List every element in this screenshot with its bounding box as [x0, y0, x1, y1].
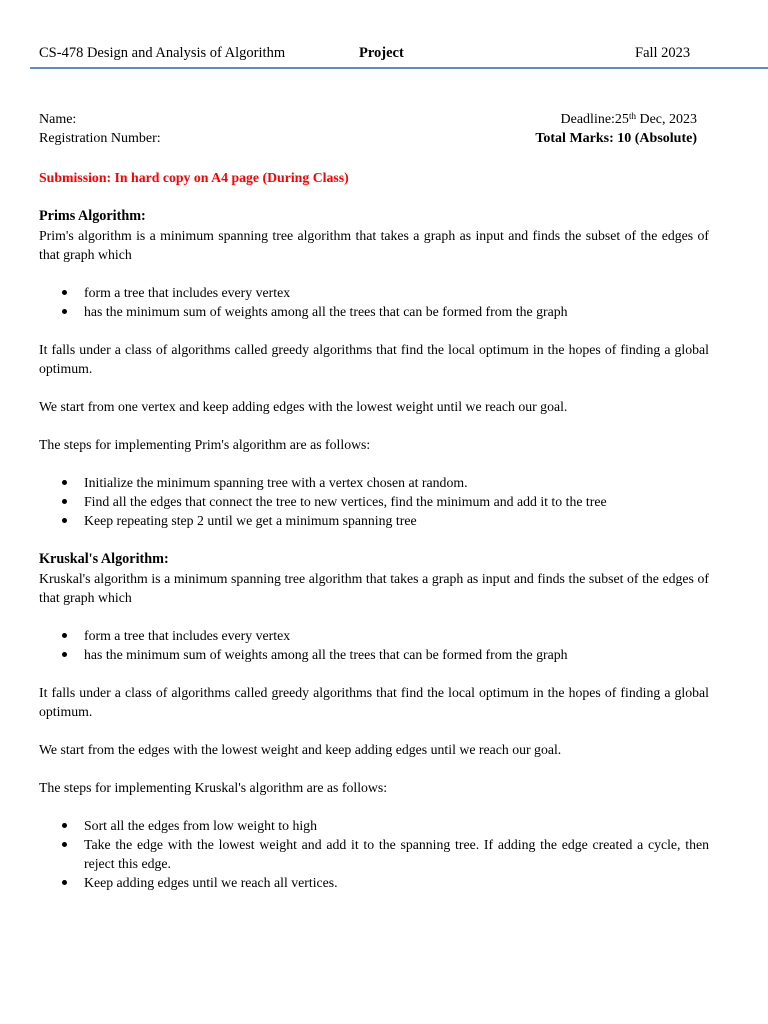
- document-body: [39, 168, 709, 892]
- prims-intro: Prim's algorithm is a minimum spanning tree algorithm that takes a graph as input and finds the subset of the edges of that graph which: [39, 228, 709, 262]
- header-divider: [30, 67, 768, 69]
- list-item-text: has the minimum sum of weights among all the trees that can be formed from the graph: [84, 304, 568, 319]
- bullet-icon: [62, 633, 67, 638]
- prims-steps-intro: The steps for implementing Prim's algorithm are as follows:: [39, 437, 371, 452]
- list-item: [39, 835, 709, 873]
- list-item: [39, 492, 709, 511]
- bullet-icon: [62, 652, 67, 657]
- document-type: Project: [359, 45, 404, 61]
- kruskal-start: We start from the edges with the lowest weight and keep adding edges until we reach our goal.: [39, 742, 562, 757]
- list-item: [39, 283, 709, 302]
- registration-label: Registration Number:: [39, 131, 161, 146]
- list-item: [39, 816, 709, 835]
- list-item: [39, 473, 709, 492]
- kruskal-greedy: It falls under a class of algorithms called greedy algorithms that find the local optimum in the hopes of finding a global optimum.: [39, 685, 709, 719]
- course-title: CS-478 Design and Analysis of Algorithm: [39, 45, 286, 61]
- list-item-text: form a tree that includes every vertex: [84, 628, 291, 643]
- kruskal-heading: Kruskal's Algorithm:: [39, 551, 169, 567]
- total-marks: Total Marks: 10 (Absolute): [535, 131, 697, 146]
- kruskal-properties: [39, 626, 709, 664]
- deadline: [535, 110, 697, 129]
- bullet-icon: [62, 518, 67, 523]
- bullet-icon: [62, 499, 67, 504]
- kruskal-section: [39, 550, 709, 892]
- list-item: [39, 645, 709, 664]
- prims-greedy: It falls under a class of algorithms called greedy algorithms that find the local optimum in the hopes of finding a global optimum.: [39, 342, 709, 376]
- bullet-icon: [62, 880, 67, 885]
- list-item-text: Initialize the minimum spanning tree with a vertex chosen at random.: [84, 475, 468, 490]
- list-item: [39, 511, 709, 530]
- student-info: [39, 110, 161, 148]
- name-label: Name:: [39, 112, 77, 127]
- list-item: [39, 626, 709, 645]
- term-label: Fall 2023: [635, 45, 691, 61]
- prims-heading: Prims Algorithm:: [39, 208, 146, 224]
- kruskal-steps: [39, 816, 709, 892]
- list-item-text: Keep adding edges until we reach all vertices.: [84, 875, 338, 890]
- bullet-icon: [62, 823, 67, 828]
- list-item-text: has the minimum sum of weights among all the trees that can be formed from the graph: [84, 647, 568, 662]
- list-item-text: Find all the edges that connect the tree to new vertices, find the minimum and add it to the tree: [84, 494, 607, 509]
- bullet-icon: [62, 309, 67, 314]
- kruskal-steps-intro: The steps for implementing Kruskal's algorithm are as follows:: [39, 780, 388, 795]
- assignment-info: [535, 110, 697, 148]
- deadline-prefix: Deadline:25: [560, 112, 629, 127]
- list-item: [39, 873, 709, 892]
- list-item-text: Sort all the edges from low weight to high: [84, 818, 317, 833]
- deadline-ordinal: th: [628, 111, 636, 121]
- prims-steps: [39, 473, 709, 530]
- prims-start: We start from one vertex and keep adding edges with the lowest weight until we reach our goal.: [39, 399, 568, 414]
- list-item: [39, 302, 709, 321]
- deadline-suffix: Dec, 2023: [635, 112, 697, 127]
- list-item-text: Take the edge with the lowest weight and add it to the spanning tree. If adding the edge created a cycle, then reject this edge.: [84, 837, 709, 871]
- bullet-icon: [62, 842, 67, 847]
- prims-properties: [39, 283, 709, 321]
- list-item-text: Keep repeating step 2 until we get a minimum spanning tree: [84, 513, 417, 528]
- submission-note: Submission: In hard copy on A4 page (During Class): [39, 170, 349, 185]
- kruskal-intro: Kruskal's algorithm is a minimum spanning tree algorithm that takes a graph as input and finds the subset of the edges of that graph which: [39, 571, 709, 605]
- list-item-text: form a tree that includes every vertex: [84, 285, 291, 300]
- page-header: [0, 0, 768, 70]
- bullet-icon: [62, 480, 67, 485]
- prims-section: [39, 207, 709, 530]
- bullet-icon: [62, 290, 67, 295]
